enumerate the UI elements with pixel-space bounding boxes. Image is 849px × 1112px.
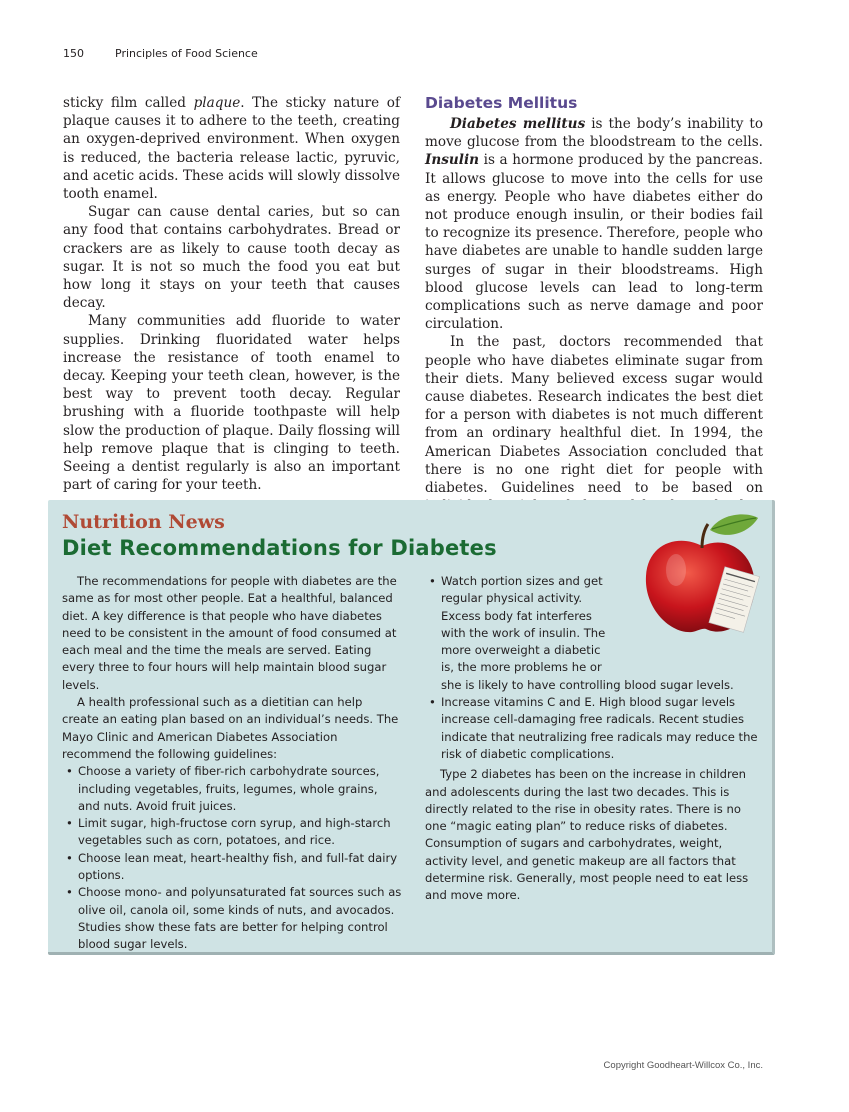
left-column — [63, 94, 400, 494]
section-heading-diabetes: Diabetes Mellitus — [425, 94, 578, 112]
term-plaque: plaque — [193, 95, 241, 111]
page-number: 150 — [63, 47, 84, 60]
nutrition-news-box — [48, 500, 775, 955]
paragraph-fluoride: Many communities add fluoride to water supplies. Drinking fluoridated water helps increase the resistance of tooth enamel to decay. Keeping your teeth clean, however, is the best way to prevent tooth decay. Regular brushing with a fluoride toothpaste will help slow the production of plaque. Daily flossing will help remove plaque that is clinging to teeth. Seeing a dentist regularly is also an important part of caring for your teeth. — [63, 313, 400, 494]
guideline-list-continued — [425, 573, 765, 763]
running-title: Principles of Food Science — [115, 47, 258, 60]
list-item: • Increase vitamins C and E. High blood sugar levels increase cell-damaging free radicals. Recent studies indicate that neutralizing free radicals may reduce the risk of diabetic complications. — [425, 694, 765, 763]
box-paragraph-health-professional: A health professional such as a dietitian can help create an eating plan based on an individual’s needs. The Mayo Clinic and American Diabetes Association recommend the following guidelines: — [62, 695, 399, 761]
paragraph-sugar-caries: Sugar can cause dental caries, but so can any food that contains carbohydrates. Bread or crackers are as likely to cause tooth decay as sugar. It is not so much the food you eat but how long it stays on your teeth that causes decay. — [63, 204, 400, 312]
box-right-column — [425, 573, 765, 905]
box-left-column — [62, 573, 402, 954]
paragraph-diet-history: In the past, doctors recommended that people who have diabetes eliminate sugar from their diets. Many believed excess sugar would cause diabetes. Research indicates the best diet for a person with diabetes is not much different from an ordinary healthful diet. In 1994, the American Diabetes Association concluded that there is no one right diet for people with diabetes. Guidelines need to be based on — [425, 334, 763, 497]
copyright-footer: Copyright Goodheart-Willcox Co., Inc. — [603, 1060, 763, 1071]
list-item: • Watch portion sizes and get regular physical activity. Excess body fat interferes with the work of insulin. The more overweight a diabetic is, the more problems he or she is likely to have controlling blood sugar levels. — [425, 573, 765, 694]
list-item: • Choose mono- and polyunsaturated fat sources such as olive oil, canola oil, some kinds of nuts, and avocados. Studies show these fats are better for helping control blood sugar levels. — [62, 884, 402, 953]
right-column — [425, 94, 763, 534]
paragraph-diabetes-definition: Diabetes mellitus is the body’s inability to move glucose from the bloodstream to the cells. Insulin is a hormone produced by the pancreas. It allows glucose to move into the cells for use as energy. People who have diabetes either do not produce enough insulin, or their bodies fail to recognize its presence. Therefore, people who have diabetes are unable to handle sudden large surges of sugar in their bloodstreams. High blood glucose levels can lead to long-term complications such as nerve damage and poor circulation. — [425, 116, 763, 333]
list-item: • Choose lean meat, heart-healthy fish, and full-fat dairy options. — [62, 850, 402, 885]
box-paragraph-recommendations: The recommendations for people with diabetes are the same as for most other people. Eat a healthful, balanced diet. A key difference is that people who have diabetes need to be consistent in the amount of food consumed at each meal and the time the meals are served. Eating every three to four hours will help maintain blood sugar levels. — [62, 574, 397, 692]
page-header — [63, 47, 258, 60]
box-paragraph-type2: Type 2 diabetes has been on the increase in children and adolescents during the last two decades. This is directly related to the rise in obesity rates. There is no one “magic eating plan” to reduce risks of diabetes. Consumption of sugars and carbohydrates, weight, activity level, and genetic makeup are all factors that determine risk. Generally, most people need to eat less and move more. — [425, 767, 749, 903]
list-item: • Limit sugar, high-fructose corn syrup, and high-starch vegetables such as corn, potatoes, and rice. — [62, 815, 402, 850]
term-insulin: Insulin — [425, 152, 479, 169]
term-diabetes-mellitus: Diabetes mellitus — [450, 116, 586, 132]
list-item: • Choose a variety of fiber-rich carbohydrate sources, including vegetables, fruits, legumes, whole grains, and nuts. Avoid fruit juices. — [62, 763, 402, 815]
box-kicker: Nutrition News — [62, 511, 225, 533]
box-title: Diet Recommendations for Diabetes — [62, 536, 497, 560]
guideline-list — [62, 763, 402, 953]
paragraph-plaque: sticky film called plaque. The sticky nature of plaque causes it to adhere to the teeth, creating an oxygen-deprived environment. When oxygen is reduced, the bacteria release lactic, pyruvic, and acetic acids. These acids will slowly dissolve tooth enamel. — [63, 95, 400, 203]
